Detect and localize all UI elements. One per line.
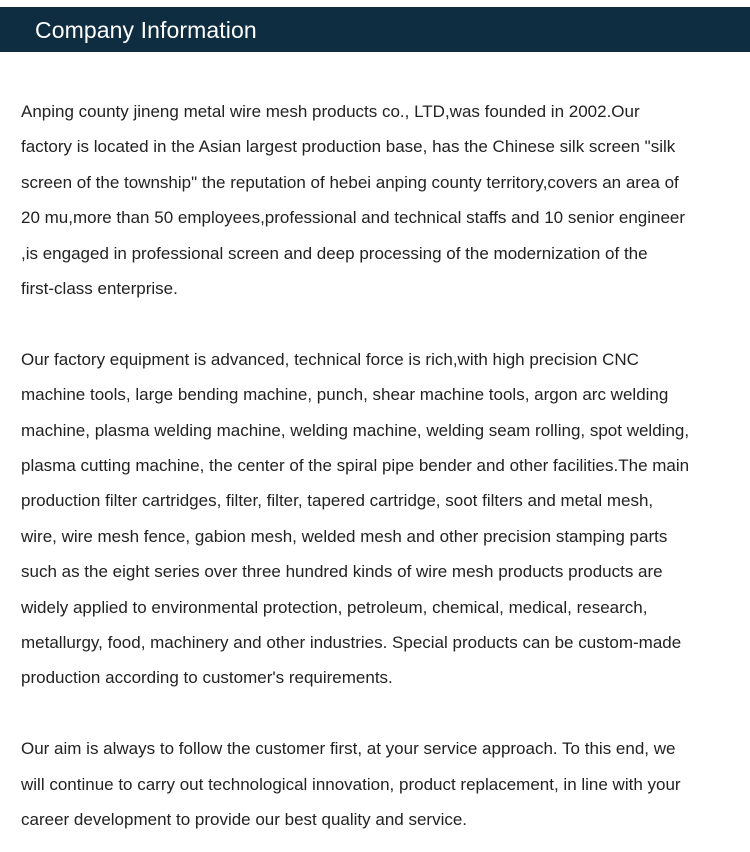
text-line: career development to provide our best quality and service.	[21, 810, 468, 830]
text-line: Our factory equipment is advanced, technical force is rich,with high precision CNC	[21, 349, 639, 369]
text-line: widely applied to environmental protection, petroleum, chemical, medical, research,	[21, 597, 648, 617]
text-line: ,is engaged in professional screen and deep processing of the modernization of the	[21, 243, 648, 263]
paragraph-equipment-products	[21, 342, 739, 696]
text-line: screen of the township" the reputation of hebei anping county territory,covers an area of	[21, 172, 679, 192]
text-line: wire, wire mesh fence, gabion mesh, welded mesh and other precision stamping parts	[21, 526, 668, 546]
paragraph-company-overview	[21, 94, 739, 306]
text-line: production according to customer's requirements.	[21, 668, 393, 688]
text-line: machine, plasma welding machine, welding machine, welding seam rolling, spot welding,	[21, 420, 690, 440]
text-line: will continue to carry out technological innovation, product replacement, in line with your	[21, 774, 681, 794]
text-line: such as the eight series over three hundred kinds of wire mesh products products are	[21, 562, 663, 582]
paragraph-company-aim	[21, 731, 739, 837]
text-line: production filter cartridges, filter, filter, tapered cartridge, soot filters and metal mesh,	[21, 491, 654, 511]
text-line: first-class enterprise.	[21, 279, 178, 299]
text-line: Anping county jineng metal wire mesh products co., LTD,was founded in 2002.Our	[21, 102, 640, 121]
text-line: Our aim is always to follow the customer first, at your service approach. To this end, we	[21, 739, 676, 759]
company-description	[21, 94, 739, 838]
page-title: Company Information	[35, 17, 257, 43]
header-bar	[0, 7, 750, 52]
text-line: 20 mu,more than 50 employees,professional and technical staffs and 10 senior engineer	[21, 208, 686, 228]
text-line: factory is located in the Asian largest production base, has the Chinese silk screen "silk	[21, 137, 676, 157]
text-line: plasma cutting machine, the center of the spiral pipe bender and other facilities.The main	[21, 456, 690, 476]
text-line: metallurgy, food, machinery and other industries. Special products can be custom-made	[21, 633, 682, 653]
text-line: machine tools, large bending machine, punch, shear machine tools, argon arc welding	[21, 385, 669, 405]
